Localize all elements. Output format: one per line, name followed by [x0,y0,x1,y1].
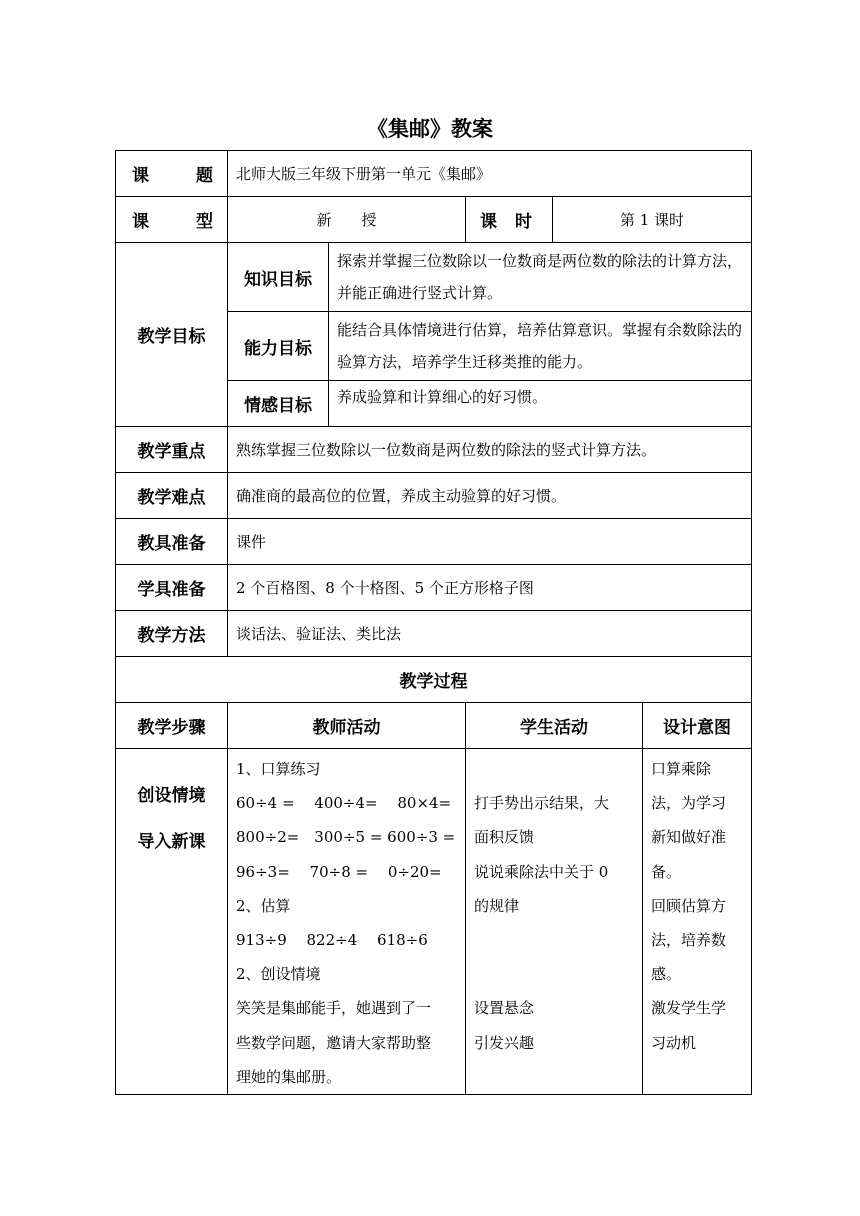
lesson-plan-table [115,150,752,1095]
teacher-line: 800÷2= 300÷5 = 600÷3 = [236,828,456,847]
row-key-point [116,427,752,473]
step-1-student-activity [466,749,643,1095]
difficulty-label: 教学难点 [116,473,228,519]
period-label: 课 时 [466,197,553,243]
goals-label: 教学目标 [116,243,228,427]
column-header-teacher: 教师活动 [228,703,466,749]
teacher-line: 笑笑是集邮能手，她遇到了一 [236,999,432,1018]
teacher-line: 2、估算 [236,896,291,915]
teacher-line: 1、口算练习 [236,760,321,778]
row-process-columns [116,703,752,749]
topic-label: 课 题 [116,151,228,197]
period-value: 第 1 课时 [553,197,752,243]
teacher-line: 96÷3= 70÷8 = 0÷20= [236,862,442,881]
intent-line: 感。 [651,965,682,984]
key-point-value: 熟练掌握三位数除以一位数商是两位数的除法的竖式计算方法。 [228,427,752,473]
student-line: 面积反馈 [474,828,535,847]
step-line: 导入新课 [137,832,206,852]
column-header-student: 学生活动 [466,703,643,749]
student-line [474,923,638,957]
row-topic [116,151,752,197]
student-line: 打手势出示结果，大 [474,794,610,813]
type-value: 新 授 [228,197,466,243]
teacher-line: 些数学问题，邀请大家帮助整 [236,1033,432,1052]
step-1-name [116,749,228,1095]
intent-line: 口算乘除 [651,760,712,778]
row-step-1 [116,749,752,1095]
row-process-heading [116,657,752,703]
step-1-design-intent [643,749,752,1095]
step-line: 创设情境 [137,786,206,806]
student-line: 引发兴趣 [474,1033,535,1052]
method-label: 教学方法 [116,611,228,657]
intent-line: 备。 [651,862,682,881]
emotion-goal-label: 情感目标 [228,381,329,427]
row-student-tools [116,565,752,611]
intent-line: 法，培养数 [651,931,727,950]
key-point-label: 教学重点 [116,427,228,473]
teacher-line: 理她的集邮册。 [236,1067,342,1086]
row-difficulty [116,473,752,519]
row-method [116,611,752,657]
teacher-line: 60÷4 = 400÷4= 80×4= [236,794,452,813]
ability-goal-label: 能力目标 [228,312,329,381]
teacher-line: 2、创设情境 [236,965,321,984]
student-tools-label: 学具准备 [116,565,228,611]
type-label: 课 型 [116,197,228,243]
row-goal-knowledge [116,243,752,312]
student-line [474,752,638,786]
teacher-tools-value: 课件 [228,519,752,565]
student-line: 的规律 [474,896,520,915]
intent-line: 法，为学习 [651,794,727,813]
teacher-tools-label: 教具准备 [116,519,228,565]
teacher-line: 913÷9 822÷4 618÷6 [236,931,428,950]
row-teacher-tools [116,519,752,565]
student-tools-value: 2 个百格图、8 个十格图、5 个正方形格子图 [228,565,752,611]
emotion-goal-text: 养成验算和计算细心的好习惯。 [329,381,752,427]
intent-line: 激发学生学 [651,999,727,1018]
intent-line: 习动机 [651,1033,697,1052]
intent-line: 新知做好准 [651,828,727,847]
column-header-intent: 设计意图 [643,703,752,749]
intent-line: 回顾估算方 [651,896,727,915]
row-type [116,197,752,243]
student-line: 说说乘除法中关于 0 [474,862,609,881]
ability-goal-text: 能结合具体情境进行估算，培养估算意识。掌握有余数除法的验算方法，培养学生迁移类推的能力。 [329,312,752,381]
process-heading: 教学过程 [116,657,752,703]
student-line [474,957,638,991]
knowledge-goal-text: 探索并掌握三位数除以一位数商是两位数的除法的计算方法，并能正确进行竖式计算。 [329,243,752,312]
method-value: 谈话法、验证法、类比法 [228,611,752,657]
step-1-teacher-activity [228,749,466,1095]
knowledge-goal-label: 知识目标 [228,243,329,312]
topic-value: 北师大版三年级下册第一单元《集邮》 [228,151,752,197]
column-header-step: 教学步骤 [116,703,228,749]
difficulty-value: 确准商的最高位的位置，养成主动验算的好习惯。 [228,473,752,519]
page-title: 《集邮》教案 [367,117,493,141]
student-line: 设置悬念 [474,999,535,1018]
